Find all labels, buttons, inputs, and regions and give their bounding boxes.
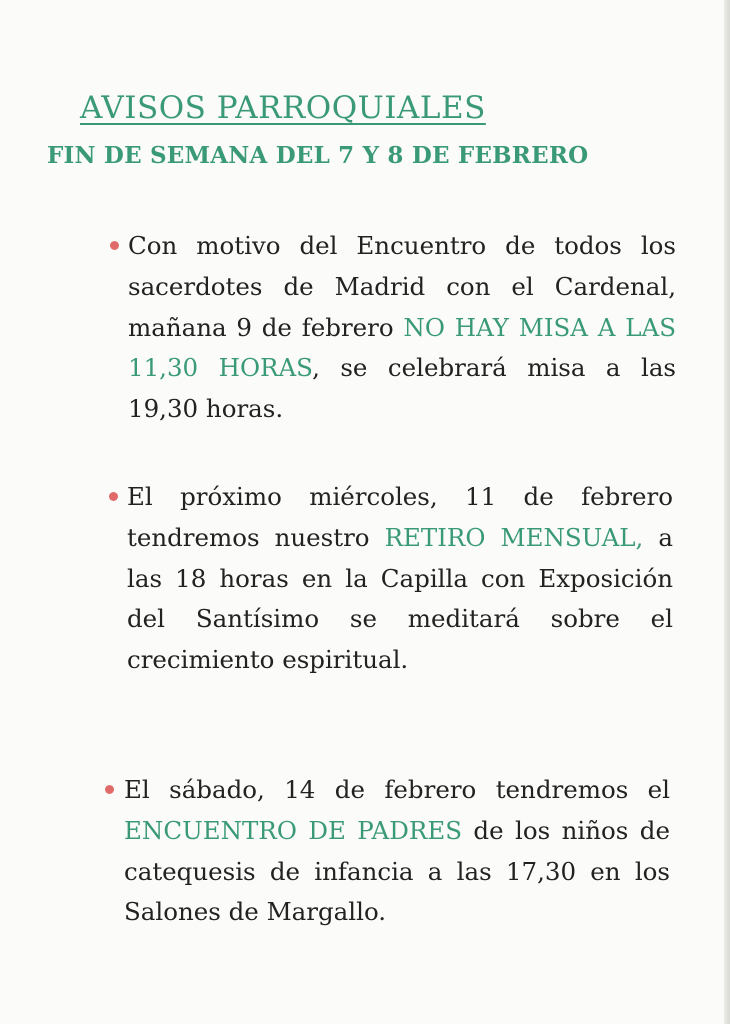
notice-item — [124, 770, 670, 933]
notice-text: Con motivo del Encuentro de todos los sacerdotes de Madrid con el Cardenal, mañana 9 de febrero — [128, 231, 676, 342]
bullet-icon — [110, 241, 119, 250]
notice-text: a las 18 horas en la Capilla con Exposición del Santísimo se meditará sobre el crecimiento espiritual. — [127, 522, 673, 675]
page-edge — [724, 0, 730, 1024]
bullet-icon — [105, 785, 114, 794]
notice-item — [128, 226, 676, 430]
notice-text: , se celebrará misa a las 19,30 horas. — [128, 353, 676, 424]
notice-highlight: RETIRO MENSUAL, — [384, 522, 644, 552]
notice-text: de los niños de catequesis de infancia a las 17,30 en los Salones de Margallo. — [124, 815, 670, 927]
notice-text: El sábado, 14 de febrero tendremos el — [124, 775, 670, 804]
page-subtitle: FIN DE SEMANA DEL 7 Y 8 DE FEBRERO — [47, 142, 589, 169]
page-title: AVISOS PARROQUIALES — [80, 90, 486, 126]
notice-highlight: ENCUENTRO DE PADRES — [124, 815, 462, 845]
notice-highlight: NO HAY MISA A LAS 11,30 HORAS — [128, 312, 676, 383]
notice-item — [127, 477, 673, 681]
notice-text: El próximo miércoles, 11 de febrero tendremos nuestro — [127, 482, 673, 552]
bullet-icon — [109, 492, 118, 501]
